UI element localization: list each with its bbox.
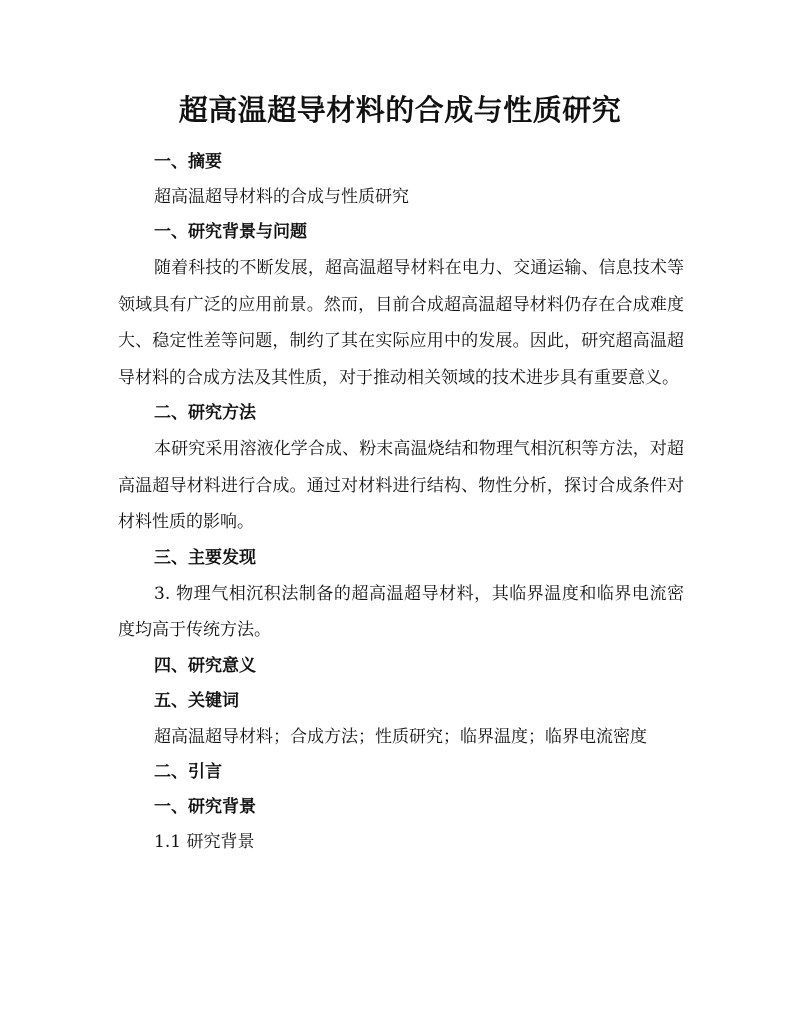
keywords-heading: 五、关键词 [154, 690, 239, 711]
background-heading: 一、研究背景与问题 [154, 222, 307, 242]
document-body [118, 145, 684, 860]
intro-heading: 二、引言 [154, 762, 222, 782]
intro-sub-text: 1.1 研究背景 [154, 832, 255, 852]
findings-paragraph: 3. 物理气相沉积法制备的超高温超导材料，其临界温度和临界电流密度均高于传统方法。 [118, 583, 684, 640]
findings-heading: 三、主要发现 [154, 547, 256, 568]
intro-sub-heading: 一、研究背景 [154, 797, 256, 817]
abstract-heading: 一、摘要 [154, 152, 222, 172]
methods-paragraph: 本研究采用溶液化学合成、粉末高温烧结和物理气相沉积等方法，对超高温超导材料进行合成。通过对材料进行结构、物性分析，探讨合成条件对材料性质的影响。 [118, 439, 684, 532]
significance-heading: 四、研究意义 [154, 655, 256, 676]
background-paragraph: 随着科技的不断发展，超高温超导材料在电力、交通运输、信息技术等领域具有广泛的应用前景。然而，目前合成超高温超导材料仍存在合成难度大、稳定性差等问题，制约了其在实际应用中的发展。因此，研究超高温超导材料的合成方法及其性质，对于推动相关领域的技术进步具有重要意义。 [118, 258, 684, 388]
document-title: 超高温超导材料的合成与性质研究 [178, 93, 622, 127]
abstract-text: 超高温超导材料的合成与性质研究 [154, 187, 409, 207]
keywords-paragraph: 超高温超导材料；合成方法；性质研究；临界温度；临界电流密度 [154, 726, 647, 747]
methods-heading: 二、研究方法 [154, 403, 256, 423]
